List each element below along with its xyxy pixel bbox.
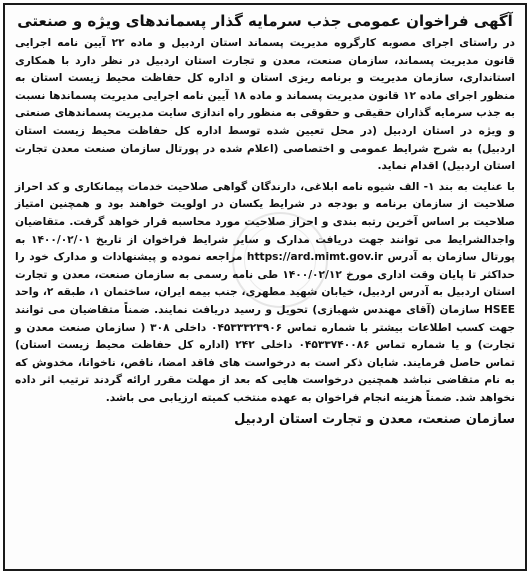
issuer-signature: سازمان صنعت، معدن و تجارت استان اردبیل bbox=[234, 412, 515, 428]
notice-title: آگهی فراخوان عمومی جذب سرمایه گذار پسماندهای ویژه و صنعتی bbox=[17, 12, 513, 30]
notice-paragraph-conditions: با عنایت به بند ۱- الف شیوه نامه ابلاغی، دارندگان گواهی صلاحیت خدمات پیمانکاری و کد احراز صلاحیت از سازمان برنامه و بودجه در شرایط یکسان در اولویت خواهند بود و همچنین امتیاز صلاحیت بر اساس آخرین رتبه بندی و احراز صلاحیت مورد محاسبه قرار خواهد گرفت. متقاضیان واجدالشرایط می توانند جهت دریافت مدارک و سایر شرایط فراخوان از تاریخ ۱۴۰۰/۰۲/۰۱ به پورتال سازمان به آدرس https://ard.mimt.gov.ir مراجعه نموده و پیشنهادات و مدارک خود را حداکثر تا پایان وقت اداری مورخ ۱۴۰۰/۰۲/۱۲ طی نامه رسمی به سازمان صنعت، معدن و تجارت استان اردبیل به آدرس اردبیل، خیابان شهید مطهری، جنب بیمه ایران، ساختمان ۱، طبقه ۲، واحد HSEE سازمان (آقای مهندس شهبازی) تحویل و رسید دریافت نمایند. ضمناً متقاضیان می توانند جهت کسب اطلاعات بیشتر با شماره تماس ۰۴۵۳۳۳۲۳۹۰۶ داخلی ۳۰۸ ( سازمان صنعت معدن و تجارت) و یا شماره تماس ۰۴۵۳۳۷۴۰۰۸۶ داخلی ۲۴۲ (اداره کل حفاظت محیط زیست استان) تماس حاصل فرمایند. شایان ذکر است به درخواست های فاقد امضا، ناقص، ناخوانا، مخدوش که به نام متقاضی نباشد همچنین درخواست هایی که بعد از مهلت مقرر ارائه گردند ترتیب اثر داده نخواهد شد. ضمناً هزینه انجام فراخوان به عهده منتخب کمیته ارزیابی می باشد. bbox=[15, 180, 516, 404]
notice-paragraph-intro: در راستای اجرای مصوبه کارگروه مدیریت پسماند استان اردبیل و ماده ۲۲ آیین نامه اجرایی قانون مدیریت پسماند، سازمان صنعت، معدن و تجارت استان اردبیل در نظر دارد با همکاری استانداری، سازمان مدیریت و برنامه ریزی استان و اداره کل حفاظت محیط زیست استان به منظور اجرای ماده ۱۲ قانون مدیریت پسماند و ماده ۱۸ آیین نامه اجرایی مدیریت پسماندها نسبت به جذب سرمایه گذاران حقیقی و حقوقی به منظور راه اندازی سایت مدیریت پسماندهای صنعتی و ویژه در استان اردبیل (در محل تعیین شده توسط اداره کل حفاظت محیط زیست استان اردبیل) به شرح شرایط عمومی و اختصاصی (اعلام شده در پورتال سازمان صنعت معدن تجارت استان اردبیل) اقدام نماید. bbox=[15, 37, 516, 173]
public-call-notice bbox=[3, 3, 527, 571]
